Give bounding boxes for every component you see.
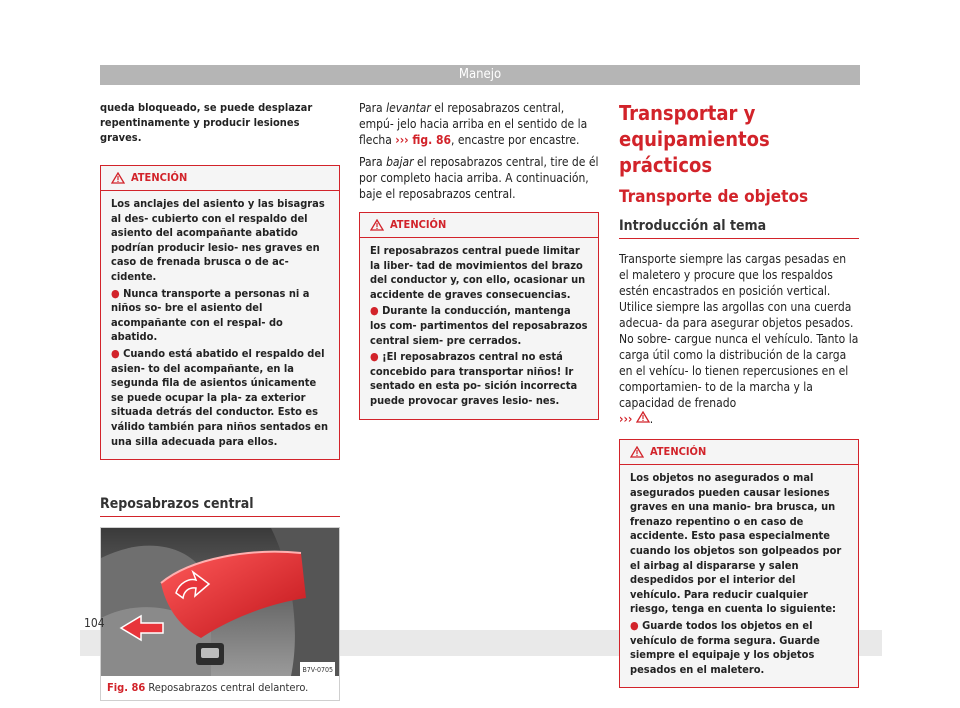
warning-triangle-icon	[636, 411, 650, 423]
bullet-icon: ●	[630, 618, 643, 632]
warning-box-1	[100, 165, 340, 460]
warning-triangle-icon	[370, 219, 384, 231]
column-3	[619, 100, 859, 688]
warning-text: Los objetos no asegurados o mal asegurados pueden causar lesiones graves en una manio- bra brusca, un frenazo repentino o en caso de accidente. Esto pasa especialmente cuando los objetos son golpeados por el airbag al dispararse y salen despedidos por el interior del vehículo. Para reducir cualquier riesgo, tenga en cuenta lo siguiente:	[630, 471, 842, 616]
warning-triangle-icon	[630, 446, 644, 458]
warning-bullet	[111, 287, 329, 345]
bullet-text: Durante la conducción, mantenga los com- partimentos del reposabrazos central siem- pre cerrados.	[370, 304, 588, 347]
warning-body	[101, 191, 339, 449]
intro-text: queda bloqueado, se puede desplazar repentinamente y producir lesiones graves.	[100, 101, 313, 144]
warning-header	[360, 213, 598, 238]
figure-link[interactable]: ››› fig. 86	[395, 133, 451, 147]
bullet-icon: ●	[370, 304, 383, 318]
column-2	[359, 100, 599, 420]
warning-header	[101, 166, 339, 191]
section-title-reposabrazos: Reposabrazos central	[100, 496, 340, 517]
warning-body	[620, 465, 858, 677]
warning-box-2	[359, 212, 599, 420]
warning-text: El reposabrazos central puede limitar la liber- tad de movimientos del brazo del conductor y, con ello, ocasionar un accidente de graves consecuencias.	[370, 244, 586, 301]
warning-link[interactable]: ›››	[619, 412, 633, 426]
warning-body	[360, 238, 598, 409]
warning-bullet	[370, 350, 588, 408]
subchapter-title: Transporte de objetos	[619, 187, 809, 207]
bullet-icon: ●	[111, 346, 124, 360]
bullet-text: Guarde todos los objetos en el vehículo de forma segura. Guarde siempre el equipaje y los objetos pesados en el maletero.	[630, 618, 820, 676]
armrest-photo	[101, 528, 339, 676]
bullet-text: Cuando está abatido el respaldo del asien- to del acompañante, en la segunda fila de asientos únicamente se puede ocupar la pla- za exterior situada detrás del conductor. Esto es válido también para niños sentados en una silla adecuada para ellos.	[111, 346, 329, 448]
figure-code: B7V-0705	[300, 662, 335, 678]
figure-caption-text: Reposabrazos central delantero.	[148, 681, 309, 695]
figure-caption	[101, 676, 339, 700]
warning-label: ATENCIÓN	[131, 171, 188, 184]
warning-bullet	[111, 347, 329, 449]
figure-86	[100, 527, 340, 701]
figure-label: Fig. 86	[107, 681, 146, 695]
page-number: 104	[84, 616, 105, 630]
bullet-text: ¡El reposabrazos central no está concebido para transportar niños! Ir sentado en esta po- sición incorrecta puede provocar graves lesio- nes.	[370, 350, 578, 407]
column-1	[100, 100, 340, 701]
warning-triangle-icon	[111, 172, 125, 184]
warning-text: Los anclajes del asiento y las bisagras al des- cubierto con el respaldo del asiento del acompañante abatido podrían producir lesio- nes graves en caso de frenada brusca o de ac- cidente.	[111, 197, 325, 283]
warning-label: ATENCIÓN	[390, 218, 447, 231]
bullet-icon: ●	[370, 350, 383, 364]
warning-bullet	[370, 304, 588, 348]
chapter-title: Transportar y equipamientos prácticos	[619, 101, 770, 177]
paragraph-bajar: Para bajar el reposabrazos central, tire de él por completo hacia arriba. A continuación, baje el reposabrazos central.	[359, 155, 599, 201]
bullet-text: Nunca transporte a personas ni a niños so- bre el asiento del acompañante con el respal- do abatido.	[111, 286, 310, 344]
warning-bullet	[630, 619, 848, 677]
warning-label: ATENCIÓN	[650, 445, 707, 458]
bullet-icon: ●	[111, 286, 124, 300]
paragraph-levantar: Para levantar el reposabrazos central, empú- jelo hacia arriba en el sentido de la flecha ››› fig. 86, encastre por encastre.	[359, 101, 588, 147]
warning-box-3	[619, 439, 859, 688]
body-paragraph: Transporte siempre las cargas pesadas en el maletero y procure que los respaldos estén encastrados en posición vertical. Utilice siempre las argollas con una cuerda adecua- da para asegurar objetos pesados. No sobre- cargue nunca el vehículo. Tanto la carga útil como la distribución de la carga en el vehícu- lo tienen repercusiones en el comportamien- to de la marcha y la capacidad de frenado ››› .	[619, 252, 859, 426]
section-title-introduccion: Introducción al tema	[619, 218, 859, 239]
header-bar: Manejo	[100, 65, 860, 85]
warning-header	[620, 440, 858, 465]
